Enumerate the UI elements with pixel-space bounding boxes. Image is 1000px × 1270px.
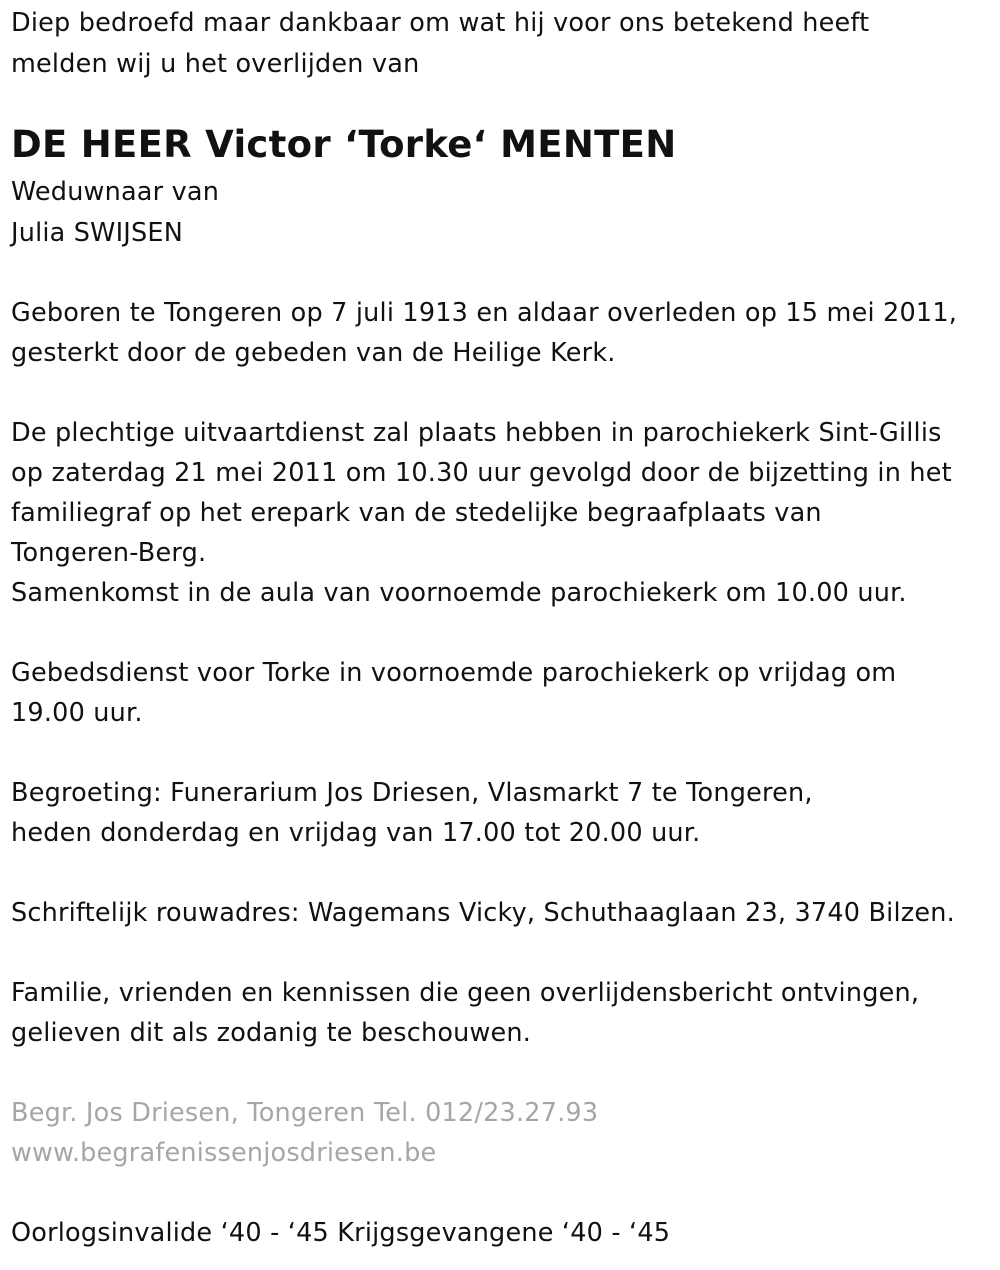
visitation-line-1: Begroeting: Funerarium Jos Driesen, Vlasmarkt 7 te Tongeren, bbox=[11, 778, 813, 808]
undertaker-contact: Begr. Jos Driesen, Tongeren Tel. 012/23.27.93 bbox=[11, 1098, 599, 1128]
funeral-line-1: De plechtige uitvaartdienst zal plaats hebben in parochiekerk Sint-Gillis bbox=[11, 418, 942, 448]
birth-death-line-1: Geboren te Tongeren op 7 juli 1913 en aldaar overleden op 15 mei 2011, bbox=[11, 298, 958, 328]
birth-death-line-2: gesterkt door de gebeden van de Heilige Kerk. bbox=[11, 338, 616, 368]
notice-line-1: Familie, vrienden en kennissen die geen overlijdensbericht ontvingen, bbox=[11, 978, 920, 1008]
mourning-address: Schriftelijk rouwadres: Wagemans Vicky, Schuthaaglaan 23, 3740 Bilzen. bbox=[11, 898, 955, 928]
funeral-line-2: op zaterdag 21 mei 2011 om 10.30 uur gevolgd door de bijzetting in het bbox=[11, 458, 952, 488]
undertaker-website: www.begrafenissenjosdriesen.be bbox=[11, 1138, 437, 1168]
prayer-line-1: Gebedsdienst voor Torke in voornoemde parochiekerk op vrijdag om bbox=[11, 658, 897, 688]
intro-line-1: Diep bedroefd maar dankbaar om wat hij voor ons betekend heeft bbox=[11, 8, 870, 38]
widow-label: Weduwnaar van bbox=[11, 177, 220, 207]
deceased-name: DE HEER Victor ‘Torke‘ MENTEN bbox=[11, 123, 677, 166]
funeral-line-5: Samenkomst in de aula van voornoemde parochiekerk om 10.00 uur. bbox=[11, 578, 907, 608]
veteran-status: Oorlogsinvalide ‘40 - ‘45 Krijgsgevangene ‘40 - ‘45 bbox=[11, 1218, 671, 1248]
spouse-name: Julia SWIJSEN bbox=[11, 218, 183, 248]
intro-line-2: melden wij u het overlijden van bbox=[11, 49, 420, 79]
prayer-line-2: 19.00 uur. bbox=[11, 698, 143, 728]
notice-line-2: gelieven dit als zodanig te beschouwen. bbox=[11, 1018, 532, 1048]
visitation-line-2: heden donderdag en vrijdag van 17.00 tot 20.00 uur. bbox=[11, 818, 701, 848]
funeral-line-4: Tongeren-Berg. bbox=[11, 538, 207, 568]
funeral-line-3: familiegraf op het erepark van de stedelijke begraafplaats van bbox=[11, 498, 822, 528]
